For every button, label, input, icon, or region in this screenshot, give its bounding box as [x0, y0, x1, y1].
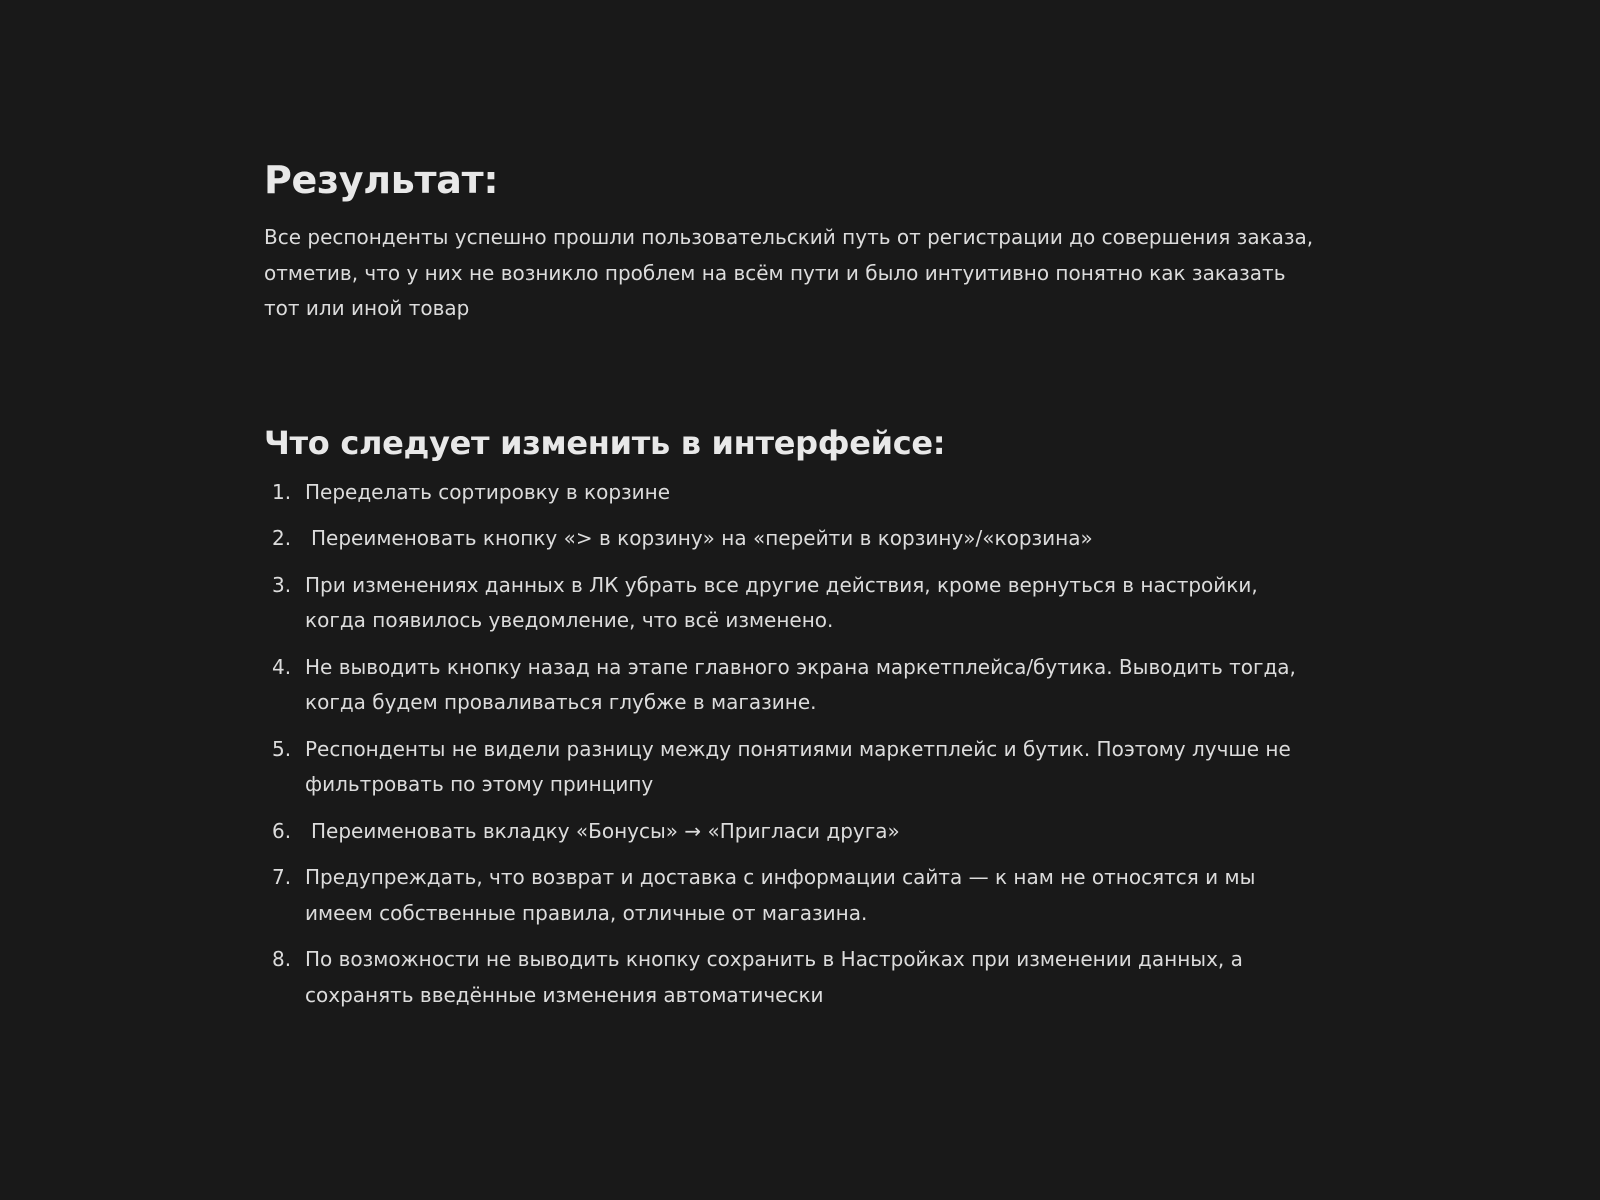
result-heading: Результат: — [264, 158, 499, 202]
list-item-number: 7. — [272, 865, 292, 889]
section-spacer — [264, 327, 1324, 419]
list-item — [264, 521, 1324, 557]
list-item — [264, 650, 1324, 721]
list-item — [264, 475, 1324, 511]
list-item-number: 3. — [272, 572, 292, 597]
list-item — [264, 568, 1324, 639]
document-content — [264, 150, 1324, 1024]
list-item-number: 4. — [272, 654, 292, 679]
list-item-text: Переименовать вкладку «Бонусы» → «Пригласи друга» — [311, 818, 900, 843]
list-item-text: По возможности не выводить кнопку сохранить в Настройках при изменении данных, а сохранять введённые изменения автоматически — [305, 947, 1243, 1007]
list-item — [264, 860, 1324, 931]
result-paragraph: Все респонденты успешно прошли пользовательский путь от регистрации до совершения заказа, отметив, что у них не возникло проблем на всём пути и было интуитивно понятно как заказать тот или иной товар — [264, 225, 1314, 320]
list-item-text: Переименовать кнопку «> в корзину» на «перейти в корзину»/«корзина» — [311, 526, 1093, 550]
list-item-number: 8. — [272, 947, 292, 971]
list-item — [264, 732, 1324, 803]
changes-list — [264, 475, 1324, 1014]
list-item-number: 5. — [272, 736, 292, 761]
list-item-text: Респонденты не видели разницу между понятиями маркетплейс и бутик. Поэтому лучше не фильтровать по этому принципу — [305, 736, 1291, 796]
list-item-number: 2. — [272, 526, 292, 550]
list-item — [264, 942, 1324, 1013]
list-item-text: Переделать сортировку в корзине — [305, 479, 671, 504]
list-item-text: Предупреждать, что возврат и доставка с информации сайта — к нам не относятся и мы имеем собственные правила, отличные от магазина. — [305, 865, 1256, 925]
list-item-number: 1. — [272, 479, 292, 504]
list-item-text: При изменениях данных в ЛК убрать все другие действия, кроме вернуться в настройки, когда появилось уведомление, что всё изменено. — [305, 572, 1258, 632]
list-item — [264, 814, 1324, 850]
list-item-text: Не выводить кнопку назад на этапе главного экрана маркетплейса/бутика. Выводить тогда, когда будем проваливаться глубже в магазине. — [305, 654, 1296, 714]
list-item-number: 6. — [272, 818, 292, 843]
changes-heading: Что следует изменить в интерфейсе: — [264, 423, 946, 462]
